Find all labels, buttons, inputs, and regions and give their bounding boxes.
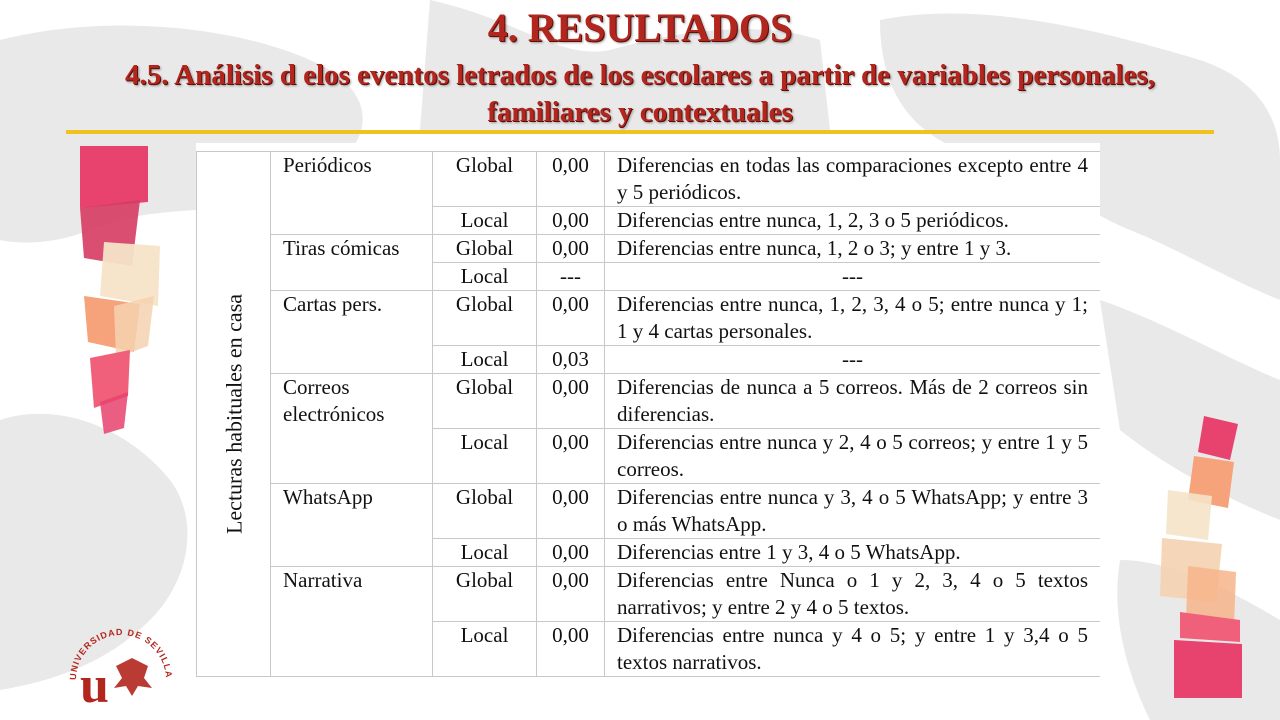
reading-item-cell: Cartas pers. [271,291,433,374]
comparison-type-cell: Global [433,484,537,539]
table-row [197,484,1101,539]
p-value-cell: 0,00 [537,484,605,539]
category-cell [197,152,271,677]
p-value-cell: 0,00 [537,374,605,429]
university-logo [66,622,176,708]
comparison-type-cell: Local [433,539,537,567]
comparison-type-cell: Global [433,567,537,622]
comparison-type-cell: Global [433,235,537,263]
p-value-cell: 0,00 [537,539,605,567]
comparison-type-cell: Local [433,207,537,235]
title-underline-rule [66,130,1214,134]
reading-item-cell: Periódicos [271,152,433,235]
results-table-body [197,152,1101,677]
description-cell: --- [605,263,1101,291]
description-cell: Diferencias de nunca a 5 correos. Más de 2 correos sin diferencias. [605,374,1101,429]
p-value-cell: --- [537,263,605,291]
description-cell: Diferencias entre nunca, 1, 2 o 3; y entre 1 y 3. [605,235,1101,263]
p-value-cell: 0,00 [537,567,605,622]
description-cell: Diferencias entre 1 y 3, 4 o 5 WhatsApp. [605,539,1101,567]
p-value-cell: 0,00 [537,207,605,235]
reading-item-cell: WhatsApp [271,484,433,567]
table-row [197,374,1101,429]
comparison-type-cell: Local [433,263,537,291]
description-cell: --- [605,346,1101,374]
reading-item-cell: Correos electrónicos [271,374,433,484]
results-table-container [196,143,1100,681]
comparison-type-cell: Local [433,429,537,484]
comparison-type-cell: Local [433,346,537,374]
table-row [197,235,1101,263]
table-row [197,152,1101,207]
category-label: Lecturas habituales en casa [221,293,246,535]
description-cell: Diferencias en todas las comparaciones excepto entre 4 y 5 periódicos. [605,152,1101,207]
table-row [197,567,1101,622]
description-cell: Diferencias entre nunca, 1, 2, 3, 4 o 5; entre nunca y 1; 1 y 4 cartas personales. [605,291,1101,346]
comparison-type-cell: Global [433,152,537,207]
p-value-cell: 0,03 [537,346,605,374]
logo-arc-text: UNIVERSIDAD DE SEVILLA [67,626,175,681]
p-value-cell: 0,00 [537,622,605,677]
p-value-cell: 0,00 [537,291,605,346]
p-value-cell: 0,00 [537,429,605,484]
results-table [196,151,1100,677]
right-ribbon-decoration [1158,416,1248,698]
description-cell: Diferencias entre nunca y 4 o 5; y entre 1 y 3,4 o 5 textos narrativos. [605,622,1101,677]
section-subtitle-line-1: 4.5. Análisis d elos eventos letrados de los escolares a partir de variables personales, [124,59,1155,91]
reading-item-cell: Narrativa [271,567,433,677]
description-cell: Diferencias entre Nunca o 1 y 2, 3, 4 o 5 textos narrativos; y entre 2 y 4 o 5 textos. [605,567,1101,622]
description-cell: Diferencias entre nunca y 3, 4 o 5 WhatsApp; y entre 3 o más WhatsApp. [605,484,1101,539]
p-value-cell: 0,00 [537,152,605,207]
comparison-type-cell: Global [433,291,537,346]
description-cell: Diferencias entre nunca y 2, 4 o 5 correos; y entre 1 y 5 correos. [605,429,1101,484]
section-subtitle-line-2: familiares y contextuales [487,96,793,128]
left-ribbon-decoration [70,146,170,436]
p-value-cell: 0,00 [537,235,605,263]
reading-item-cell: Tiras cómicas [271,235,433,291]
comparison-type-cell: Global [433,374,537,429]
table-row [197,291,1101,346]
comparison-type-cell: Local [433,622,537,677]
description-cell: Diferencias entre nunca, 1, 2, 3 o 5 periódicos. [605,207,1101,235]
logo-monogram: u [80,657,109,708]
page-title: 4. RESULTADOS [487,5,793,50]
